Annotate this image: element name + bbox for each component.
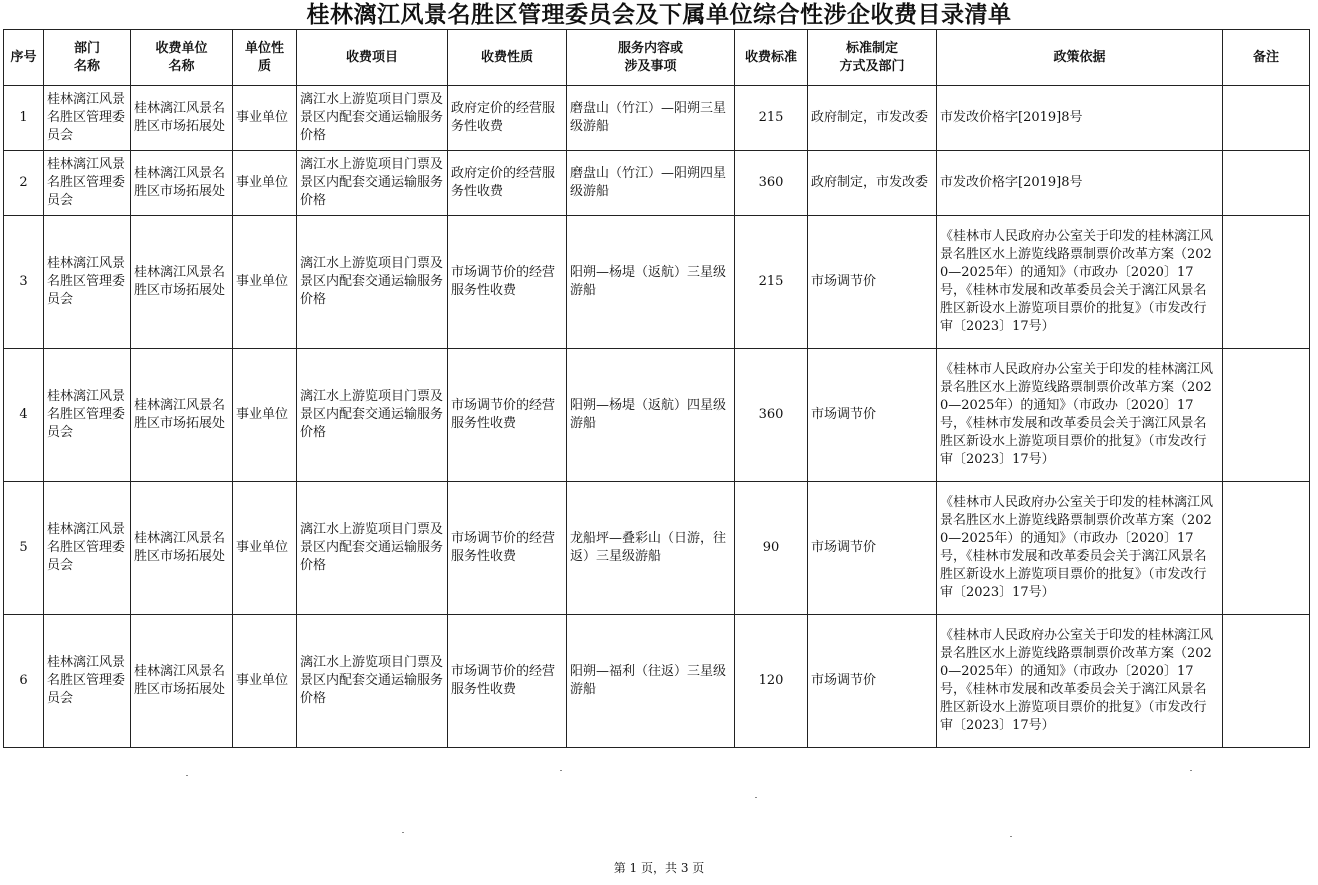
cell-unit: 桂林漓江风景名胜区市场拓展处 [131,349,233,482]
cell-remark [1223,86,1310,151]
cell-method: 市场调节价 [808,615,937,748]
table-row [4,216,1310,349]
cell-dept: 桂林漓江风景名胜区管理委员会 [44,615,131,748]
cell-item: 漓江水上游览项目门票及景区内配套交通运输服务价格 [297,151,448,216]
header-dept [44,30,131,86]
page-footer: 第 1 页，共 3 页 [613,861,705,875]
header-fee-nature: 收费性质 [448,30,567,86]
cell-index: 2 [4,151,44,216]
cell-service: 磨盘山（竹江）—阳朔三星级游船 [567,86,735,151]
cell-standard: 215 [735,216,808,349]
header-nature-line1: 单位性 [244,40,284,56]
cell-standard: 120 [735,615,808,748]
cell-unit: 桂林漓江风景名胜区市场拓展处 [131,216,233,349]
header-standard: 收费标准 [735,30,808,86]
cell-basis: 市发改价格字[2019]8号 [937,151,1223,216]
cell-method: 市场调节价 [808,482,937,615]
header-remark: 备注 [1223,30,1310,86]
header-service [567,30,735,86]
table-row [4,615,1310,748]
cell-fee-nature: 市场调节价的经营服务性收费 [448,349,567,482]
scan-speck [1010,836,1012,837]
cell-method: 政府制定，市发改委 [808,151,937,216]
header-method [808,30,937,86]
cell-dept: 桂林漓江风景名胜区管理委员会 [44,151,131,216]
cell-unit-nature: 事业单位 [233,216,297,349]
fee-catalog-table [3,29,1310,748]
cell-dept: 桂林漓江风景名胜区管理委员会 [44,86,131,151]
cell-remark [1223,615,1310,748]
cell-unit-nature: 事业单位 [233,86,297,151]
cell-dept: 桂林漓江风景名胜区管理委员会 [44,216,131,349]
header-item: 收费项目 [297,30,448,86]
header-basis: 政策依据 [937,30,1223,86]
table-row [4,349,1310,482]
cell-unit: 桂林漓江风景名胜区市场拓展处 [131,482,233,615]
table-row [4,151,1310,216]
cell-remark [1223,216,1310,349]
header-dept-line2: 名称 [73,58,100,74]
cell-service: 磨盘山（竹江）—阳朔四星级游船 [567,151,735,216]
cell-service: 阳朔—杨堤（返航）三星级游船 [567,216,735,349]
cell-basis: 市发改价格字[2019]8号 [937,86,1223,151]
cell-index: 3 [4,216,44,349]
cell-basis: 《桂林市人民政府办公室关于印发的桂林漓江风景名胜区水上游览线路票制票价改革方案（2020—2025年）的通知》（市政办〔2020〕17号，《桂林市发展和改革委员会关于漓江风景名胜区新设水上游览项目票价的批复》（市发改行审〔2023〕17号） [937,349,1223,482]
cell-unit-nature: 事业单位 [233,151,297,216]
cell-fee-nature: 政府定价的经营服务性收费 [448,86,567,151]
cell-item: 漓江水上游览项目门票及景区内配套交通运输服务价格 [297,216,448,349]
cell-item: 漓江水上游览项目门票及景区内配套交通运输服务价格 [297,615,448,748]
cell-index: 1 [4,86,44,151]
cell-service: 龙船坪—叠彩山（日游，往返）三星级游船 [567,482,735,615]
cell-fee-nature: 市场调节价的经营服务性收费 [448,216,567,349]
cell-item: 漓江水上游览项目门票及景区内配套交通运输服务价格 [297,349,448,482]
cell-unit-nature: 事业单位 [233,615,297,748]
cell-index: 5 [4,482,44,615]
cell-item: 漓江水上游览项目门票及景区内配套交通运输服务价格 [297,482,448,615]
cell-standard: 90 [735,482,808,615]
cell-index: 4 [4,349,44,482]
cell-unit-nature: 事业单位 [233,349,297,482]
cell-item: 漓江水上游览项目门票及景区内配套交通运输服务价格 [297,86,448,151]
scan-speck [755,797,757,798]
cell-fee-nature: 政府定价的经营服务性收费 [448,151,567,216]
cell-remark [1223,151,1310,216]
cell-unit: 桂林漓江风景名胜区市场拓展处 [131,86,233,151]
header-nature-line2: 质 [257,58,271,74]
cell-method: 市场调节价 [808,349,937,482]
page-title: 桂林漓江风景名胜区管理委员会及下属单位综合性涉企收费目录清单 [306,1,1012,28]
header-unit-nature [233,30,297,86]
scan-speck [1190,770,1192,771]
table-row [4,86,1310,151]
header-method-line2: 方式及部门 [839,58,905,74]
cell-dept: 桂林漓江风景名胜区管理委员会 [44,349,131,482]
cell-standard: 215 [735,86,808,151]
cell-unit: 桂林漓江风景名胜区市场拓展处 [131,151,233,216]
cell-unit: 桂林漓江风景名胜区市场拓展处 [131,615,233,748]
cell-standard: 360 [735,151,808,216]
header-service-line1: 服务内容或 [617,40,683,56]
table-row [4,482,1310,615]
cell-basis: 《桂林市人民政府办公室关于印发的桂林漓江风景名胜区水上游览线路票制票价改革方案（2020—2025年）的通知》（市政办〔2020〕17号，《桂林市发展和改革委员会关于漓江风景名胜区新设水上游览项目票价的批复》（市发改行审〔2023〕17号） [937,216,1223,349]
scan-speck [560,770,562,771]
header-service-line2: 涉及事项 [624,58,677,74]
header-index: 序号 [4,30,44,86]
cell-basis: 《桂林市人民政府办公室关于印发的桂林漓江风景名胜区水上游览线路票制票价改革方案（2020—2025年）的通知》（市政办〔2020〕17号，《桂林市发展和改革委员会关于漓江风景名胜区新设水上游览项目票价的批复》（市发改行审〔2023〕17号） [937,615,1223,748]
cell-index: 6 [4,615,44,748]
cell-dept: 桂林漓江风景名胜区管理委员会 [44,482,131,615]
cell-fee-nature: 市场调节价的经营服务性收费 [448,482,567,615]
cell-remark [1223,482,1310,615]
cell-remark [1223,349,1310,482]
header-unit [131,30,233,86]
cell-unit-nature: 事业单位 [233,482,297,615]
scan-speck [402,832,404,833]
header-dept-line1: 部门 [73,40,100,56]
header-unit-line1: 收费单位 [155,40,208,56]
cell-method: 政府制定，市发改委 [808,86,937,151]
cell-service: 阳朔—福利（往返）三星级游船 [567,615,735,748]
cell-service: 阳朔—杨堤（返航）四星级游船 [567,349,735,482]
cell-standard: 360 [735,349,808,482]
cell-method: 市场调节价 [808,216,937,349]
header-unit-line2: 名称 [168,58,195,74]
table-header-row [4,30,1310,86]
scan-speck [186,775,188,776]
header-method-line1: 标准制定 [845,40,898,56]
cell-fee-nature: 市场调节价的经营服务性收费 [448,615,567,748]
cell-basis: 《桂林市人民政府办公室关于印发的桂林漓江风景名胜区水上游览线路票制票价改革方案（2020—2025年）的通知》（市政办〔2020〕17号，《桂林市发展和改革委员会关于漓江风景名胜区新设水上游览项目票价的批复》（市发改行审〔2023〕17号） [937,482,1223,615]
